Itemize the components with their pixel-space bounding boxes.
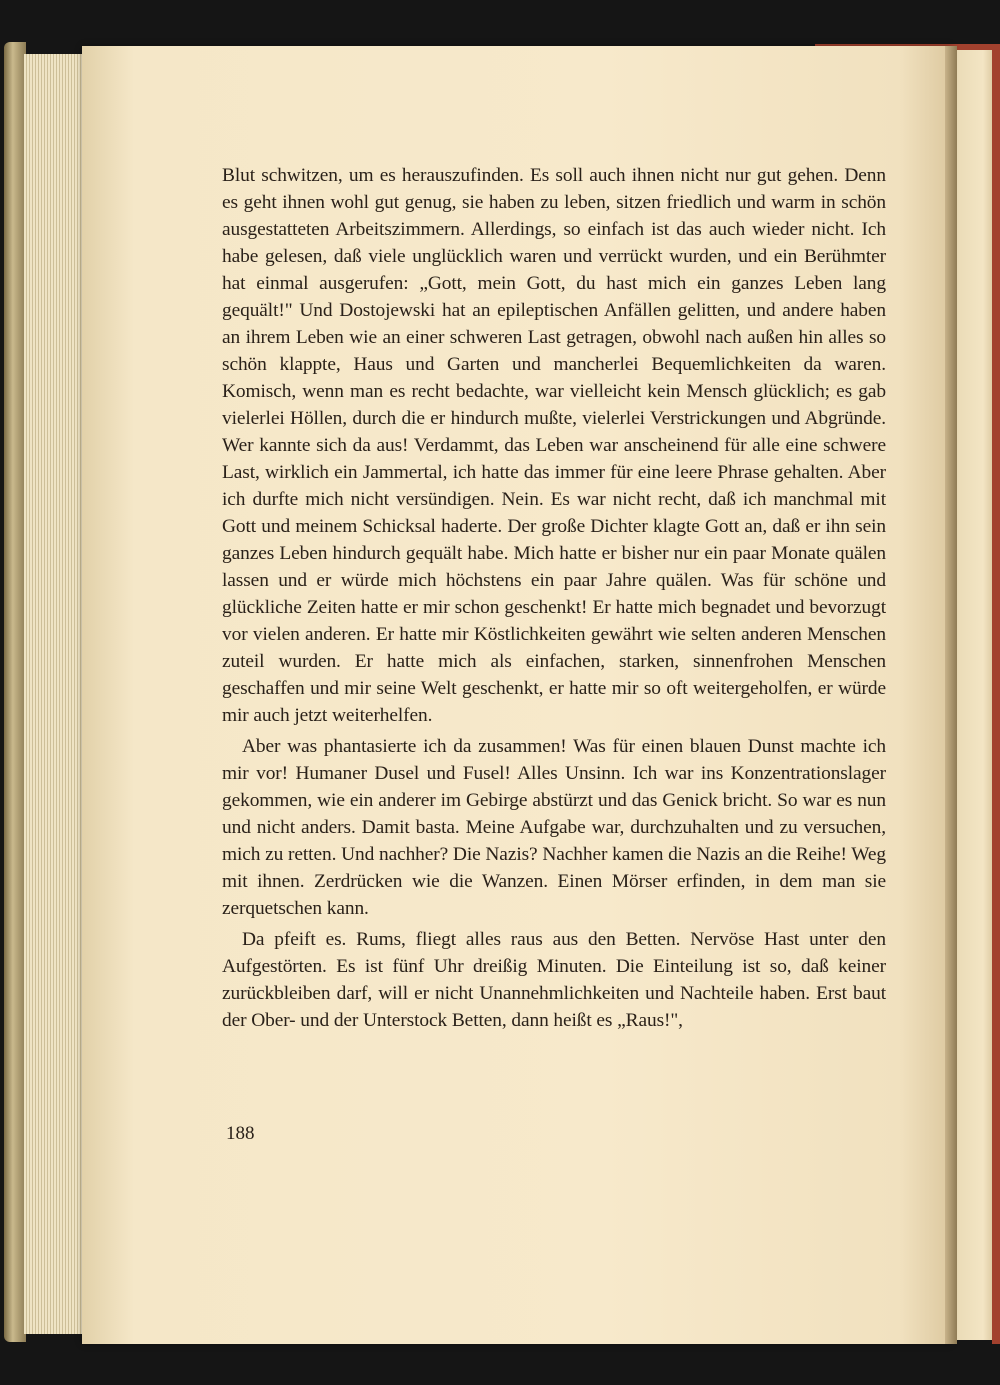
gutter-shadow (945, 46, 957, 1344)
paragraph-2: Aber was phantasierte ich da zusammen! Was für einen blauen Dunst machte ich mir vor! Humaner Dusel und Fusel! Alles Unsinn. Ich war ins Konzentrationslager gekommen, wie ein anderer im Gebirge abstürzt und das Genick bricht. So war es nun und nicht anders. Damit basta. Meine Aufgabe war, durchzuhalten und zu versuchen, mich zu retten. Und nachher? Die Nazis? Nachher kamen die Nazis an die Reihe! Weg mit ihnen. Zerdrücken wie die Wanzen. Einen Mörser erfinden, in dem man sie zerquetschen kann. (222, 736, 886, 919)
book-cover-left-edge (4, 42, 26, 1342)
next-page-edge (955, 50, 995, 1340)
body-text (222, 162, 886, 1034)
paragraph-1: Blut schwitzen, um es herauszufinden. Es soll auch ihnen nicht nur gut gehen. Denn es geht ihnen wohl gut genug, sie haben zu leben, sitzen friedlich und warm in schön ausgestatteten Arbeitszimmern. Allerdings, so einfach ist das auch wieder nicht. Ich habe gelesen, daß viele unglücklich waren und verrückt wurden, und ein Berühmter hat einmal ausgerufen: „Gott, mein Gott, du hast mich ein ganzes Leben lang gequält!" Und Dostojewski hat an epileptischen Anfällen gelitten, und andere haben an ihrem Leben wie an einer schweren Last getragen, obwohl nach außen hin alles so schön klappte, Haus und Garten und mancherlei Bequemlichkeiten da waren. Komisch, wenn man es recht bedachte, war vielleicht kein Mensch glücklich; es gab vielerlei Höllen, durch die er hindurch mußte, vielerlei Verstrickungen und Abgründe. Wer kannte sich da aus! Verdammt, das Leben war anscheinend für alle eine schwere Last, wirklich ein Jammertal, ich hatte das immer für eine leere Phrase gehalten. Aber ich durfte mich nicht versündigen. Nein. Es war nicht recht, daß ich manchmal mit Gott und meinem Schicksal haderte. Der große Dichter klagte Gott an, daß er ihn sein ganzes Leben hindurch gequält habe. Mich hatte er bisher nur ein paar Monate quälen lassen und er würde mich höchstens ein paar Jahre quälen. Was für schöne und glückliche Zeiten hatte er mir schon geschenkt! Er hatte mich begnadet und bevorzugt vor vielen anderen. Er hatte mir Köstlichkeiten gewährt wie selten anderen Menschen zuteil wurden. Er hatte mich als einfachen, starken, sinnenfrohen Menschen geschaffen und mir seine Welt geschenkt, er hatte mir so oft weitergeholfen, er würde mir auch jetzt weiterhelfen. (222, 165, 886, 726)
page-number: 188 (226, 1123, 255, 1144)
book-cover-right-edge (992, 44, 1000, 1344)
paragraph-3: Da pfeift es. Rums, fliegt alles raus aus den Betten. Nervöse Hast unter den Aufgestörten. Es ist fünf Uhr dreißig Minuten. Die Einteilung ist so, daß keiner zurückbleiben darf, will er nicht Unannehmlichkeiten und Nachteile haben. Erst baut der Ober- und der Unterstock Betten, dann heißt es „Raus!", (222, 929, 886, 1031)
